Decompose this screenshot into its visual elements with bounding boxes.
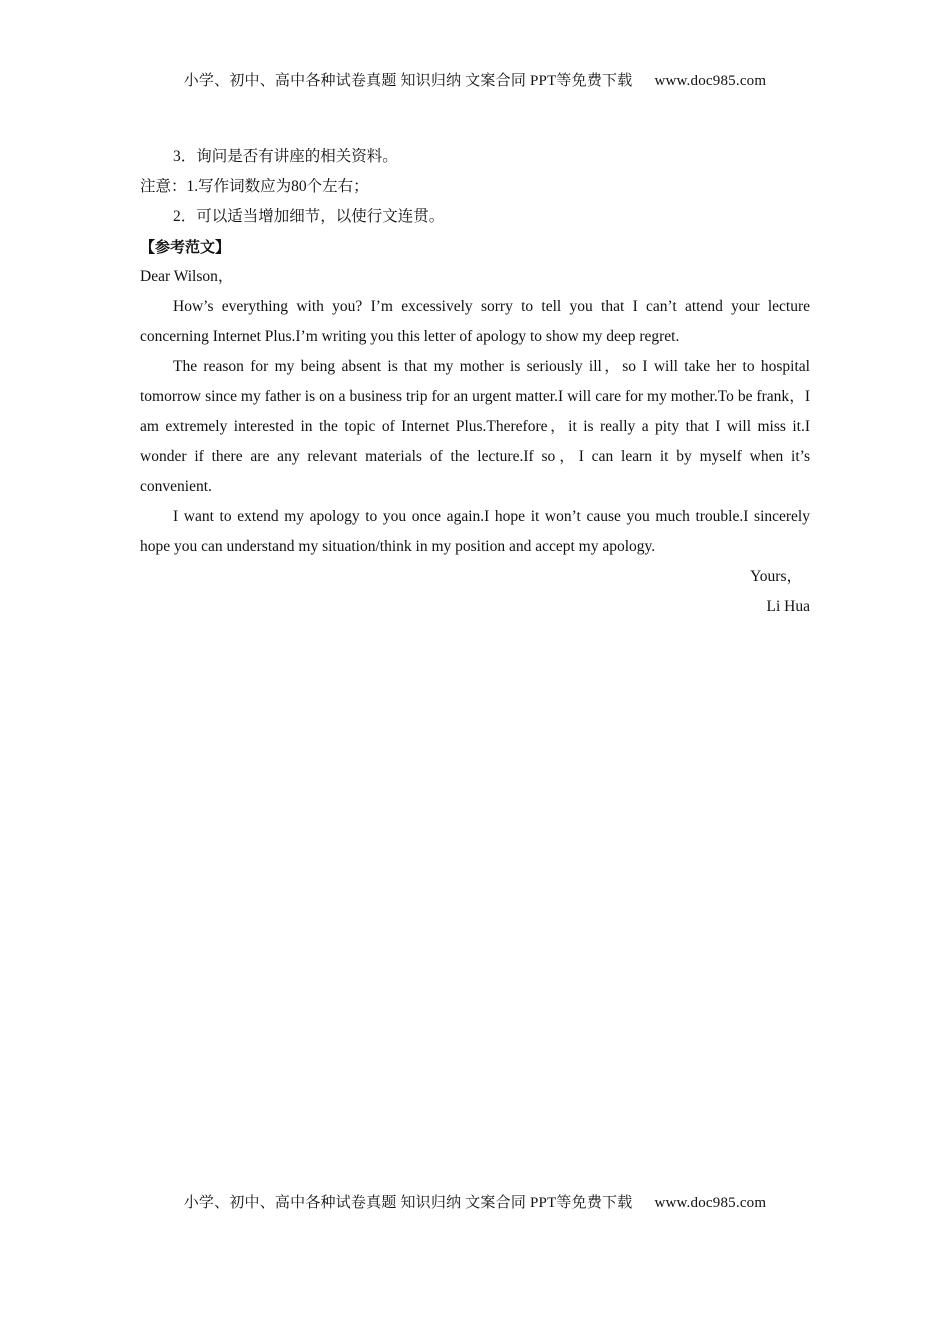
task-note-2: 2．可以适当增加细节，以使行文连贯。 xyxy=(173,208,445,225)
header-url: www.doc985.com xyxy=(654,73,767,89)
letter-paragraph-3: I want to extend my apology to you once again.I hope it won’t cause you much trouble.I sincerely hope you can understand my situation/think in my position and accept my apology. xyxy=(140,508,810,555)
task-point-3: 3．询问是否有讲座的相关资料。 xyxy=(173,148,398,165)
header-text: 小学、初中、高中各种试卷真题 知识归纳 文案合同 PPT等免费下载 xyxy=(183,73,633,89)
task-note-1: 注意：1.写作词数应为80个左右； xyxy=(140,178,369,195)
footer-text: 小学、初中、高中各种试卷真题 知识归纳 文案合同 PPT等免费下载 xyxy=(183,1195,633,1211)
letter-paragraph-1: How’s everything with you? I’m excessively sorry to tell you that I can’t attend your lecture concerning Internet Plus.I’m writing you this letter of apology to show my deep regret. xyxy=(140,298,810,345)
page-header xyxy=(0,69,950,90)
letter-closing: Yours， xyxy=(750,568,802,585)
footer-url: www.doc985.com xyxy=(654,1195,767,1211)
letter-greeting: Dear Wilson， xyxy=(140,268,234,285)
letter-signature: Li Hua xyxy=(766,598,810,615)
document-body xyxy=(140,142,810,622)
sample-heading: 【参考范文】 xyxy=(140,238,231,256)
page-footer xyxy=(0,1191,950,1212)
letter-paragraph-2: The reason for my being absent is that my mother is seriously ill，so I will take her to hospital tomorrow since my father is on a business trip for an urgent matter.I will care for my mother.To be frank，I am extremely interested in the topic of Internet Plus.Therefore，it is really a pity that I will miss it.I wonder if there are any relevant materials of the lecture.If so，I can learn it by myself when it’s convenient. xyxy=(140,358,810,495)
